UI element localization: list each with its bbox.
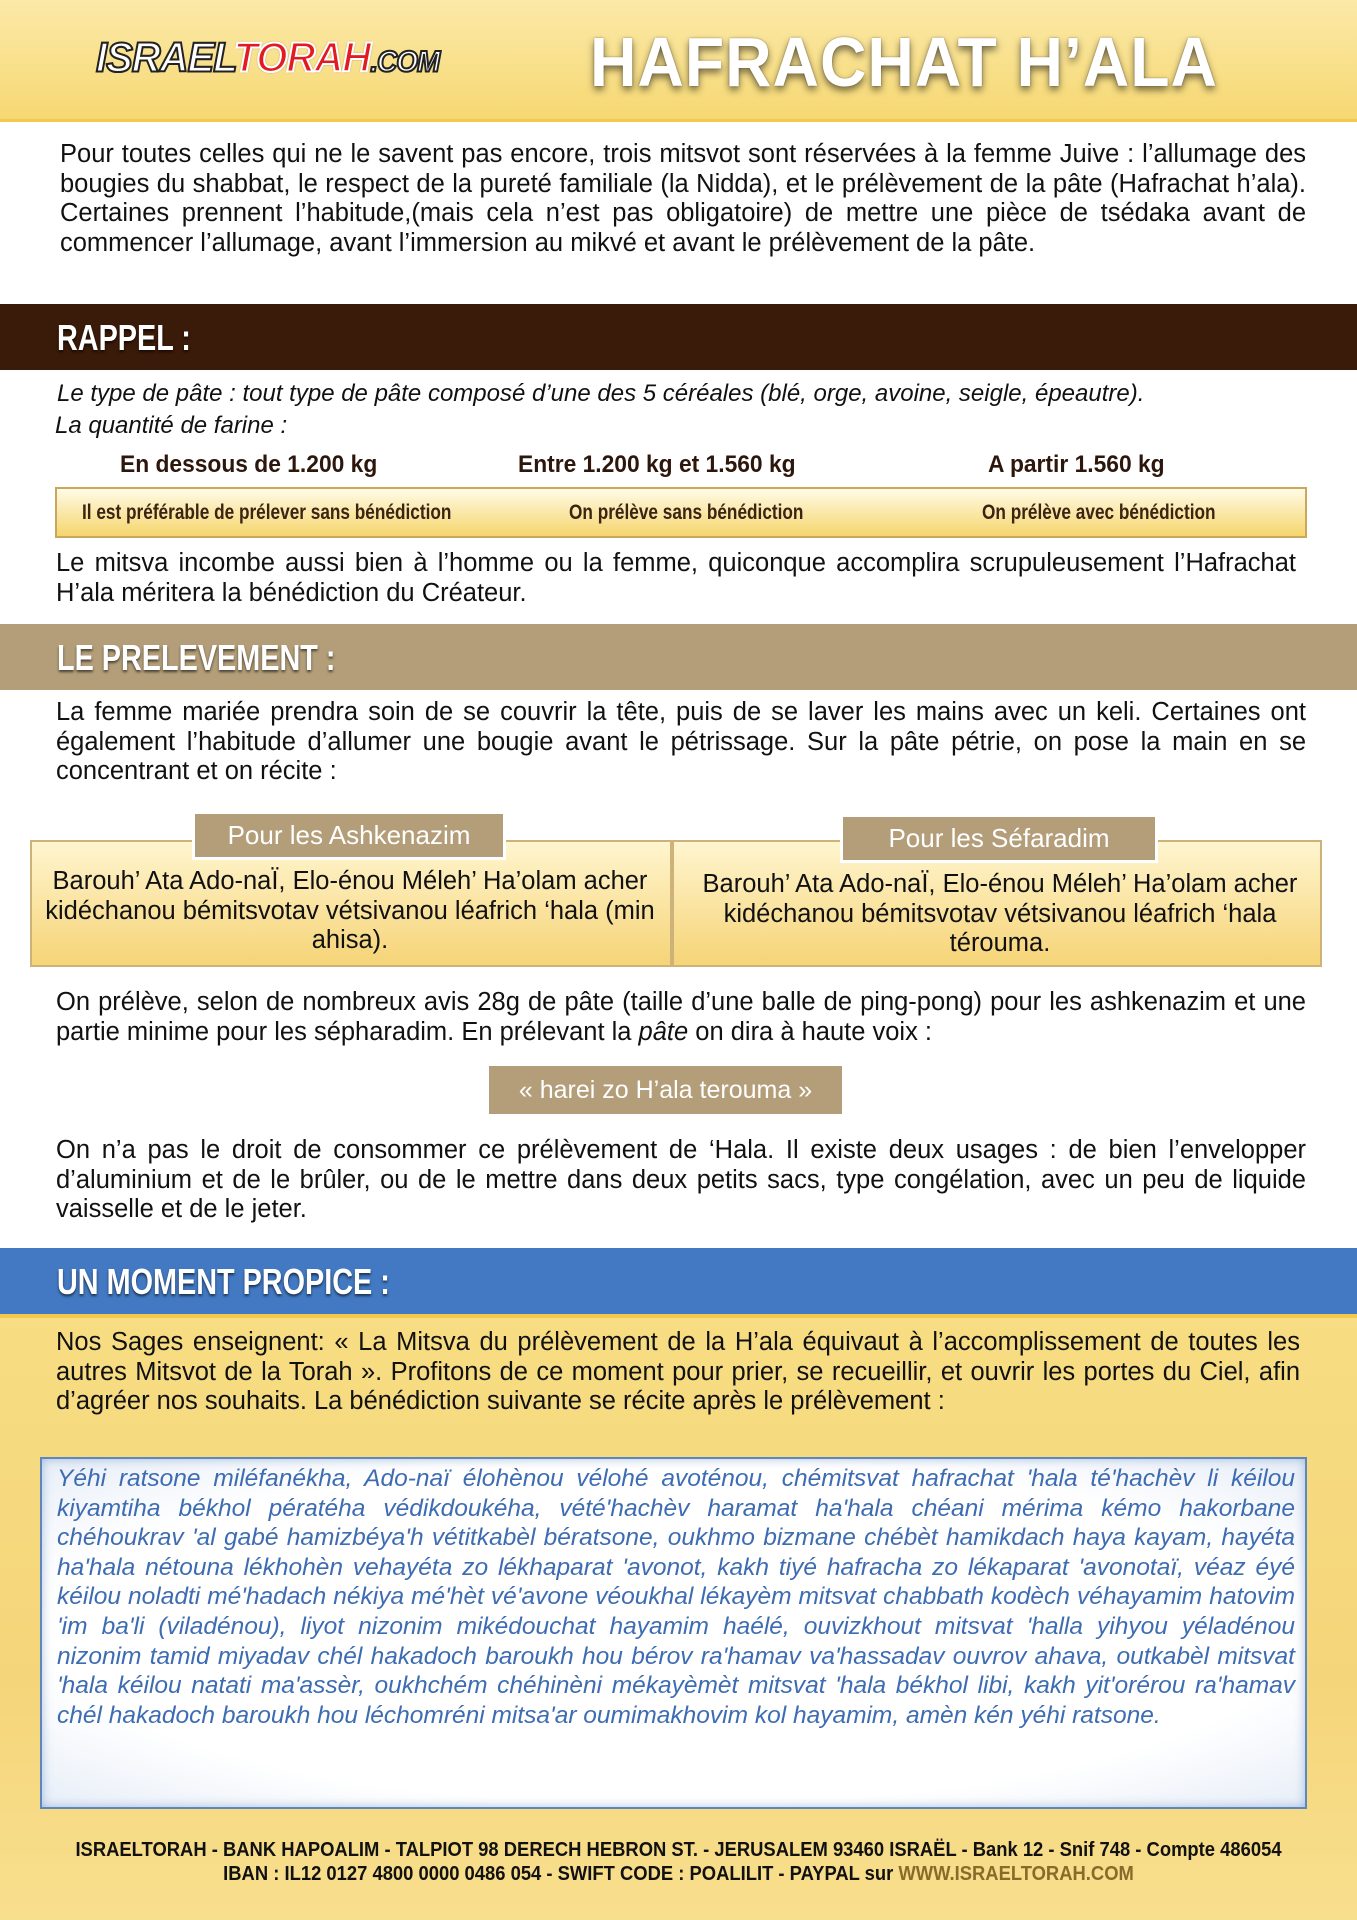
quantity-rule-2: On prélève sans bénédiction [569,501,804,524]
quantity-rules-box [55,487,1307,538]
footer-website-link[interactable]: WWW.ISRAELTORAH.COM [898,1863,1134,1885]
tag-ashkenazim: Pour les Ashkenazim [192,811,506,860]
section-title: LE PRELEVEMENT : [57,637,336,678]
prelevement-intro: La femme mariée prendra soin de se couvrir la tête, puis de se laver les mains avec un keli. Certaines ont également l’habitude d’allumer une bougie avant le pétrissage. Sur la pâte pétrie, on pose la main en se concentrant et on récite : [56,698,1306,785]
measure-text-after: on dira à haute voix : [688,1017,933,1046]
footer [0,1838,1357,1886]
logo-torah: TORAH [233,34,371,82]
quantity-rule-1: Il est préférable de prélever sans bénédiction [82,501,452,524]
blessing-sefaradim: Barouh’ Ata Ado-naÏ, Elo-énou Méleh’ Ha’olam acher kidéchanou bémitsvotav vétsivanou léafrich ‘hala térouma. [702,870,1298,957]
page-header [0,0,1357,122]
section-header-rappel [0,304,1357,370]
blessing-ashkenazim: Barouh’ Ata Ado-naÏ, Elo-énou Méleh’ Ha’olam acher kidéchanou bémitsvotav vétsivanou léafrich ‘hala (min ahisa). [45,867,655,954]
section-title: RAPPEL : [57,317,191,358]
quantity-weight-3: A partir 1.560 kg [988,451,1165,478]
disposal-paragraph: On n’a pas le droit de consommer ce prélèvement de ‘Hala. Il existe deux usages : de bien l’envelopper d’aluminium et de le brûler, ou de le mettre dans deux petits sacs, type congélation, avec un peu de liquide vaisselle et de le jeter. [56,1136,1306,1223]
footer-iban-text: IBAN : IL12 0127 4800 0000 0486 054 - SWIFT CODE : POALILIT - PAYPAL sur [223,1863,899,1885]
quantity-weight-2: Entre 1.200 kg et 1.560 kg [518,451,796,478]
measure-paragraph [56,988,1306,1047]
footer-iban-line [54,1862,1302,1886]
section-header-moment [0,1248,1357,1314]
page-title: HAFRACHAT H’ALA [590,23,1218,101]
rappel-closing: Le mitsva incombe aussi bien à l’homme ou la femme, quiconque accomplira scrupuleusement l’Hafrachat H’ala méritera la bénédiction du Créateur. [56,549,1296,607]
intro-paragraph: Pour toutes celles qui ne le savent pas encore, trois mitsvot sont réservées à la femme Juive : l’allumage des bougies du shabbat, le respect de la pureté familiale (la Nidda), et le prélèvement de la pâte (Hafrachat h’ala). Certaines prennent l’habitude,(mais cela n’est pas obligatoire) de mettre une pièce de tsédaka avant de commencer l’allumage, avant l’immersion au mikvé et avant le prélèvement de la pâte. [60,140,1306,257]
logo-israel: ISRAEL [96,34,234,82]
quantity-weight-1: En dessous de 1.200 kg [120,451,378,478]
recited-phrase: « harei zo H’ala terouma » [489,1066,842,1114]
moment-intro: Nos Sages enseignent: « La Mitsva du prélèvement de la H’ala équivaut à l’accomplissement de toutes les autres Mitsvot de la Torah ». Profitons de ce moment pour prier, se recueillir, et ouvrir les portes du Ciel, afin d’agréer nos souhaits. La bénédiction suivante se récite après le prélèvement : [56,1328,1300,1415]
section-header-prelevement [0,624,1357,690]
prayer-text: Yéhi ratsone miléfanékha, Ado-naï élohènou vélohé avoténou, chémitsvat hafrachat 'hala té'hachèv li kéilou kiyamtiha békhol pératéha védikdoukéha, vété'hachèv haramat ha'hala chéani mérima kémo hakorbane chéhoukrav 'al gabé hamizbéya'h vétitkabèl bératsone, oukhmo bizmane chébèt hamikdach haya kayam, hayéta ha'hala nétouna lékhohèn vehayéta zo lékhaparat 'avonot, kakh tiyé hafracha zo lékaparat 'avonotaï, véaz éyé kéilou noladti mé'hadach nékiya mé'hèt vé'avone véoukhal lékayèm mitsvat chabbath kodèch véhayamim hatovim 'im ba'li (viladénou), liyot nizonim mikédouchat hayamim haélé, ouvizkhout mitsvat 'halla yihyou yéladénou nizonim tamid miyadav chél hakadoch baroukh hou bérov ra'hamav va'hassadav ouvrov ahava, outkabèl mitsvat 'hala kéilou natati ma'assèr, oukhchém chéhinèni mékayèmèt mitsvat 'hala békhol libi, kakh yit'orérou ra'hamav chél hakadoch baroukh hou léchomréni mitsa'ar oumimakhovim kol hayamim, amèn kén yéhi ratsone. [57,1465,1295,1729]
footer-bank-line: ISRAELTORAH - BANK HAPOALIM - TALPIOT 98 DERECH HEBRON ST. - JERUSALEM 93460 ISRAËL - Bank 12 - Snif 748 - Compte 486054 [75,1839,1282,1861]
quantity-rule-3: On prélève avec bénédiction [982,501,1216,524]
site-logo[interactable] [96,35,439,82]
measure-text-italic: pâte [638,1017,689,1046]
section-title: UN MOMENT PROPICE : [57,1261,390,1302]
dough-type-line: Le type de pâte : tout type de pâte composé d’une des 5 céréales (blé, orge, avoine, seigle, épeautre). [57,380,1145,407]
flour-quantity-line: La quantité de farine : [55,412,288,439]
measure-text-before: On prélève, selon de nombreux avis 28g de pâte (taille d’une balle de ping-pong) pour les ashkenazim et une partie minime pour les sépharadim. En prélevant la [56,988,1306,1046]
logo-com: .COM [370,45,440,78]
tag-sefaradim: Pour les Séfaradim [840,814,1158,863]
